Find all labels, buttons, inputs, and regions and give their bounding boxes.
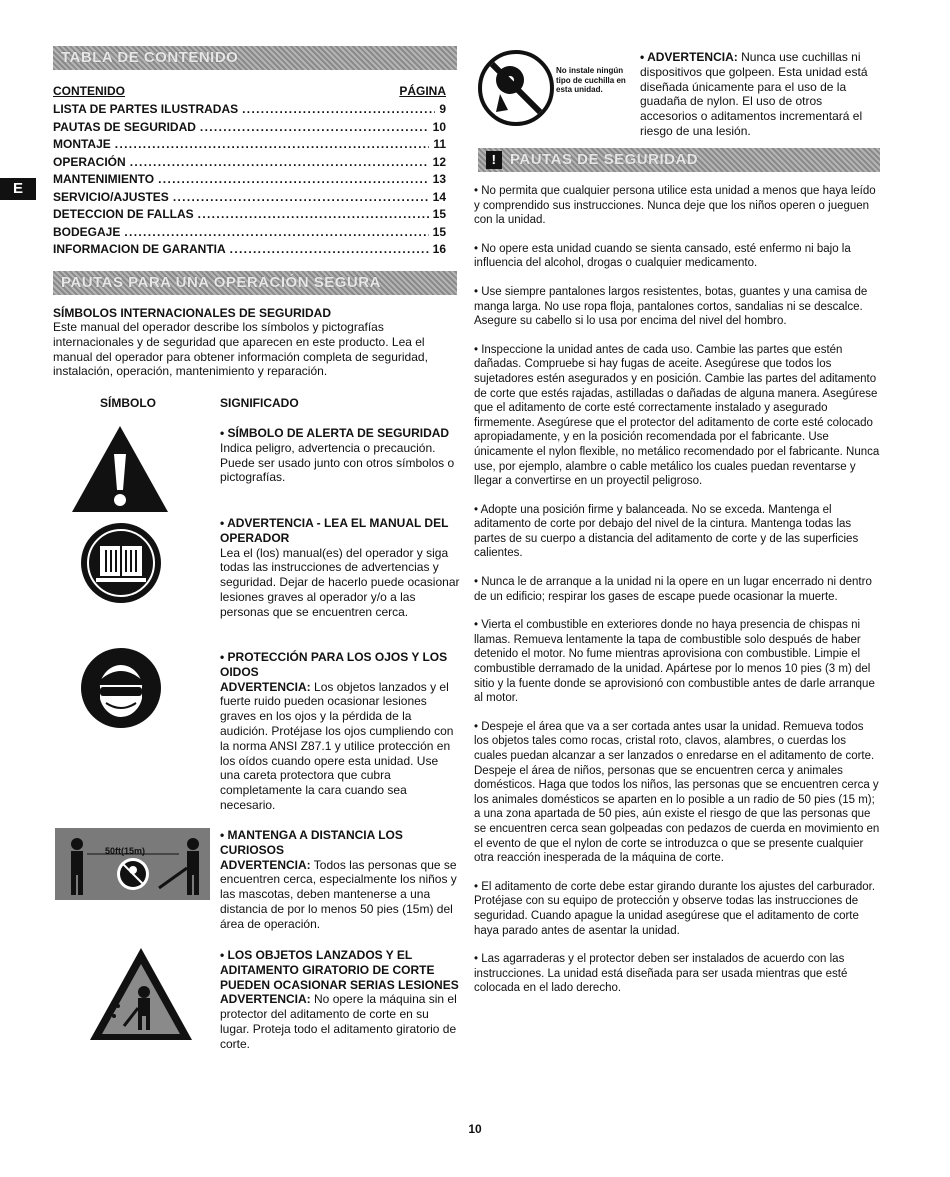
- warning-icon: !: [486, 151, 502, 169]
- symbol-thrown-text: No opere la máquina sin el protector del aditamento de corte en su lugar. Proteja todo el aditamento giratorio de corte.: [220, 992, 457, 1051]
- toc-banner-title: TABLA DE CONTENIDO: [61, 49, 239, 66]
- symbol-eye-desc: [220, 650, 460, 813]
- safe-operation-banner-title: PAUTAS PARA UNA OPERACIÓN SEGURA: [61, 274, 381, 291]
- toc-row: [53, 119, 446, 137]
- toc-leader: [230, 241, 429, 259]
- toc-item-page: 15: [432, 207, 446, 221]
- symbol-thrown-desc: [220, 948, 460, 1052]
- symbol-thrown-title: • LOS OBJETOS LANZADOS Y EL ADITAMENTO GIRATORIO DE CORTE PUEDEN OCASIONAR SERIAS LESIONES: [220, 948, 459, 992]
- symbol-eye-label: ADVERTENCIA:: [220, 679, 311, 694]
- symbol-manual-desc: [220, 516, 460, 620]
- distance-label: 50ft(15m): [105, 846, 146, 856]
- eye-ear-protection-icon: [80, 647, 162, 729]
- symbol-alert-desc: [220, 426, 460, 485]
- language-tab: [0, 178, 36, 200]
- toc-item-label: SERVICIO/AJUSTES: [53, 189, 169, 204]
- page-number: 10: [468, 1122, 482, 1136]
- meaning-column-header: SIGNIFICADO: [220, 396, 299, 410]
- toc-item-page: 15: [432, 224, 446, 239]
- toc-item-label: PAUTAS DE SEGURIDAD: [53, 119, 196, 134]
- toc-item-page: 13: [432, 172, 446, 186]
- toc-header-content: CONTENIDO: [53, 84, 125, 98]
- safe-operation-banner: [53, 271, 457, 295]
- toc-item-page: 10: [432, 119, 446, 134]
- no-blade-icon: [478, 50, 554, 126]
- language-tab-label: E: [12, 180, 23, 197]
- safety-list: [474, 184, 880, 1010]
- blade-warning: [640, 50, 876, 139]
- toc-banner: [53, 46, 457, 70]
- toc-item-label: LISTA DE PARTES ILUSTRADAS: [53, 102, 239, 116]
- keep-bystanders-away-icon: [55, 828, 210, 900]
- toc-row: [53, 206, 446, 224]
- blade-warning-label: • ADVERTENCIA:: [640, 50, 738, 64]
- toc-list: [53, 101, 446, 259]
- symbol-alert-title: • SÍMBOLO DE ALERTA DE SEGURIDAD: [220, 426, 450, 440]
- symbol-column-header: SÍMBOLO: [100, 396, 156, 410]
- symbol-bystanders-desc: [220, 828, 460, 932]
- thrown-objects-icon: [88, 946, 194, 1042]
- blade-warning-text: Nunca use cuchillas ni dispositivos que golpeen. Esta unidad está diseñada únicamente para el uso de la guadaña de nylon. El uso de otros accesorios o aditamentos incrementará el riesgo de una lesión.: [640, 50, 868, 138]
- toc-item-label: OPERACIÓN: [53, 154, 126, 169]
- symbol-bystanders-label: ADVERTENCIA:: [220, 857, 311, 872]
- toc-leader: [158, 171, 429, 189]
- toc-row: [53, 224, 446, 242]
- toc-leader: [130, 154, 429, 172]
- toc-row: [53, 189, 446, 207]
- toc-leader: [173, 189, 429, 207]
- toc-row: [53, 101, 446, 119]
- symbol-eye-text: Los objetos lanzados y el fuerte ruido pueden ocasionar lesiones graves en los ojos y la pérdida de la audición. Protéjase los ojos cumpliendo con la norma ANSI Z87.1 y utilice protección en los oídos cuando opere esta unidad. Use una careta protectora que cubra completamente la cara cuando sea necesario.: [220, 679, 454, 812]
- toc-header-page: PÁGINA: [399, 84, 446, 98]
- toc-header: [53, 84, 446, 101]
- symbol-bystanders-text: Todos las personas que se encuentren cerca, especialmente los niños y las mascotas, deben mantenerse a una distancia de por lo menos 50 pies (15m) del área de operación.: [220, 857, 457, 931]
- safety-bullet: • No permita que cualquier persona utilice esta unidad a menos que haya leído y comprendido sus instrucciones. Nunca deje que los niños operen o jueguen con la unidad.: [474, 185, 876, 227]
- toc-item-label: BODEGAJE: [53, 224, 121, 239]
- toc-row: [53, 154, 446, 172]
- symbol-manual-text: Lea el (los) manual(es) del operador y siga todas las instrucciones de advertencias y seguridad. Dejar de hacerlo puede ocasionar lesiones graves al operador y/o a las personas que se encuentren cerca.: [220, 545, 460, 619]
- safety-bullet: • Inspeccione la unidad antes de cada uso. Cambie las partes que estén dañadas. Compruebe si hay fugas de aceite. Asegúrese que todos los sujetadores estén asegurados y en posición. Cambie las partes del aditamento de corte que estés rajadas, astilladas o dañadas de alguna manera. Asegúrese que el aditamento de corte esté correctamente instalado y asegurado firmemente. Asegúrese que el protector del aditamento de corte esté colocado apropiadamente, y en la posición recomendada por el fabricante. Use únicamente el nylon flexible, no metálico recomendado por el fabricante. Nunca use, por ejemplo, alambre o cable metálico los cuales puedan reventarse y llegar a convertirse en un proyectil peligroso.: [474, 343, 880, 488]
- symbols-intro: Este manual del operador describe los símbolos y pictografías internacionales y de seguridad que aparecen en este producto. Lea el manual del operador para obtener información completa de seguridad, instalación, operación, mantenimiento y reparación.: [53, 320, 428, 379]
- toc-item-label: DETECCION DE FALLAS: [53, 207, 194, 221]
- safety-bullet: • No opere esta unidad cuando se sienta cansado, esté enfermo ni bajo la influencia del alcohol, drogas o cualquier medicamento.: [474, 242, 851, 270]
- symbol-eye-title: • PROTECCIÓN PARA LOS OJOS Y LOS OIDOS: [220, 650, 448, 679]
- toc-item-label: MANTENIMIENTO: [53, 172, 155, 186]
- safety-guidelines-banner: [478, 148, 880, 172]
- safety-bullet: • Despeje el área que va a ser cortada antes usar la unidad. Remueva todos los objetos tales como rocas, cristal roto, clavos, alambres, o cuerdas los cuales puedan alcanzar a ser lanzados o enredarse en el aditamento de corte. Despeje el área de niños, personas que se encuentren cerca y animales domésticos. Haga que todos los niños, las personas que se encuentren cerca y los animales domésticos se aparten en lo posible a un radio de 50 pies (15 m); a una zona apartada de 50 pies, aún existe el riesgo de que las personas que se encuentren cerca sean golpeadas con pedazos de cuerda en movimiento en el evento de que el nylon de corte se introduzca o que se presente cualquier otra reacción inesperada de la máquina de corte.: [474, 720, 880, 865]
- safety-guidelines-banner-title: PAUTAS DE SEGURIDAD: [510, 151, 699, 168]
- safety-alert-icon: [70, 424, 170, 514]
- read-manual-icon: [80, 522, 162, 604]
- table-of-contents: [53, 84, 446, 259]
- bystanders-icon: [55, 828, 210, 900]
- toc-row: [53, 171, 446, 189]
- toc-leader: [200, 119, 429, 137]
- safety-bullet: • El aditamento de corte debe estar girando durante los ajustes del carburador. Protéjase con su equipo de protección y observe todas las instrucciones de seguridad. Cuando apague la unidad asegúrese que el aditamento de corte haya parado antes de asentar la unidad.: [474, 880, 876, 937]
- symbol-manual-title: • ADVERTENCIA - LEA EL MANUAL DEL OPERADOR: [220, 516, 449, 545]
- toc-item-page: 16: [432, 242, 446, 256]
- toc-item-page: 14: [432, 189, 446, 204]
- safety-bullet: • Nunca le de arranque a la unidad ni la opere en un lugar encerrado ni dentro de un edificio; respirar los gases de escape puede ocasionar la muerte.: [474, 576, 872, 603]
- symbol-bystanders-title: • MANTENGA A DISTANCIA LOS CURIOSOS: [220, 828, 403, 857]
- toc-item-label: INFORMACION DE GARANTIA: [53, 242, 226, 256]
- symbol-thrown-label: ADVERTENCIA:: [220, 992, 311, 1007]
- toc-leader: [115, 136, 430, 154]
- no-blade-caption: No instale ningún tipo de cuchilla en esta unidad.: [556, 66, 626, 94]
- toc-item-label: MONTAJE: [53, 137, 111, 151]
- toc-leader: [124, 224, 428, 242]
- safety-bullet: • Las agarraderas y el protector deben ser instalados de acuerdo con las instrucciones. La unidad está diseñada para ser usada mientras que esté colocada en el lado derecho.: [474, 953, 848, 995]
- toc-row: [53, 241, 446, 259]
- toc-leader: [242, 101, 435, 119]
- toc-item-page: 11: [433, 137, 446, 151]
- safety-bullet: • Use siempre pantalones largos resistentes, botas, guantes y una camisa de manga larga. No use ropa floja, pantalones cortos, sandalias ni se descalce. Asegure su cabello si lo usa por encima del nivel del hombro.: [474, 285, 868, 328]
- symbol-alert-text: Indica peligro, advertencia o precaución. Puede ser usado junto con otros símbolos o pictografías.: [220, 440, 455, 485]
- toc-row: [53, 136, 446, 154]
- toc-item-page: 12: [432, 154, 446, 169]
- safety-bullet: • Vierta el combustible en exteriores donde no haya presencia de chispas ni llamas. Remueva lentamente la tapa de combustible solo después de haber detenido el motor. No fume mientras aprovisiona con combustible. Limpie el combustible derramado de la unidad. Apártese por lo menos 10 pies (3 m) del sitio y la fuente donde se aprovisionó con combustible antes de darle arranque al motor.: [474, 619, 875, 705]
- safety-bullet: • Adopte una posición firme y balanceada. No se exceda. Mantenga el aditamento de corte por debajo del nivel de la cintura. Mantenga todas las partes de su cuerpo a distancia del aditamento de corte y de las superficies calientes.: [474, 503, 859, 560]
- symbols-heading: SÍMBOLOS INTERNACIONALES DE SEGURIDAD: [53, 306, 332, 320]
- toc-leader: [198, 206, 429, 224]
- toc-item-page: 9: [439, 102, 446, 116]
